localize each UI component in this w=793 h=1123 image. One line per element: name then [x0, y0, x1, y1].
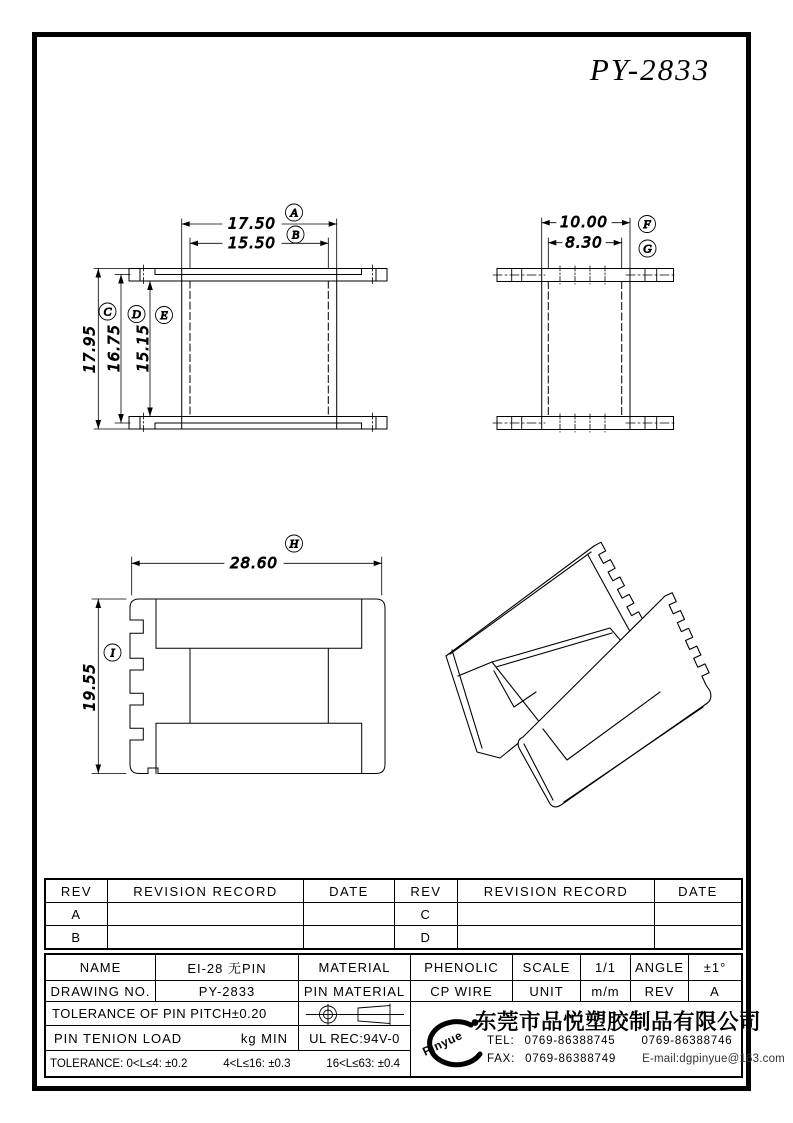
company-tel-line [487, 1035, 732, 1047]
name-label: NAME [46, 955, 156, 981]
dim-e-value: 15.15 [134, 324, 152, 372]
pin-tension-cell [46, 1026, 299, 1051]
drawing-no-label: DRAWING NO. [46, 981, 156, 1002]
dim-a-label: A [290, 205, 298, 220]
pin-tension-label: PIN TENION LOAD [54, 1030, 183, 1046]
dim-e-label: E [160, 308, 168, 322]
rev-b-record [108, 926, 304, 948]
revision-record-header-2: REVISION RECORD [458, 880, 655, 903]
front-view [81, 204, 388, 433]
dim-c-label: C [103, 304, 112, 319]
pin-tension-unit: kg MIN [240, 1030, 288, 1046]
rev-label: REV [631, 981, 689, 1002]
pin-symbol-icon [300, 1002, 410, 1026]
isometric-view [446, 542, 711, 807]
fax-number: 0769-86388749 [525, 1053, 617, 1065]
top-view [81, 535, 386, 774]
scale-label: SCALE [513, 955, 581, 981]
angle-label: ANGLE [631, 955, 689, 981]
tel-number-2: 0769-86388746 [641, 1035, 733, 1047]
tel-label: TEL: [487, 1035, 515, 1047]
name-value: EI-28 无PIN [156, 955, 299, 981]
tel-number-1: 0769-86388745 [524, 1035, 616, 1047]
side-view [493, 213, 677, 432]
dim-d-label: D [132, 307, 141, 321]
tolerance-part-1: TOLERANCE: 0<L≤4: ±0.2 [50, 1057, 188, 1070]
rev-c-cell: C [395, 903, 458, 926]
tolerance-part-3: 16<L≤63: ±0.4 [326, 1057, 400, 1070]
pin-material-value: CP WIRE [411, 981, 513, 1002]
fax-label: FAX: [487, 1053, 516, 1065]
pin-material-label: PIN MATERIAL [299, 981, 411, 1002]
title-block [44, 953, 785, 1078]
dim-h-label: H [289, 536, 299, 551]
material-label: MATERIAL [299, 955, 411, 981]
scale-value: 1/1 [581, 955, 631, 981]
pin-pitch-tolerance: TOLERANCE OF PIN PITCH±0.20 [46, 1002, 299, 1026]
dim-i-label: I [110, 645, 115, 660]
rev-c-date [655, 903, 741, 926]
revision-record-header: REVISION RECORD [108, 880, 304, 903]
dim-g-label: G [643, 241, 652, 256]
rev-a-record [108, 903, 304, 926]
logo-text: Pinyue [420, 1028, 465, 1059]
dim-b-label: B [291, 227, 300, 242]
rev-header-2: REV [395, 880, 458, 903]
dim-c-value: 17.95 [80, 325, 99, 373]
rev-d-cell: D [395, 926, 458, 948]
date-header: DATE [304, 880, 395, 903]
length-tolerance-note [46, 1051, 411, 1076]
rev-d-record [458, 926, 655, 948]
part-number-title: PY-2833 [589, 52, 711, 87]
date-header-2: DATE [655, 880, 741, 903]
email-text: E-mail:dgpinyue@163.com [642, 1053, 785, 1065]
rev-b-date [304, 926, 395, 948]
ul-rec-cell: UL REC:94V-0 [299, 1026, 411, 1051]
dim-f-label: F [643, 217, 651, 231]
pin-symbol-cell [299, 1002, 411, 1026]
dim-f-value: 10.00 [560, 213, 608, 232]
rev-value: A [689, 981, 741, 1002]
dim-a-value: 17.50 [228, 214, 276, 233]
unit-value: m/m [581, 981, 631, 1002]
rev-c-record [458, 903, 655, 926]
dim-h-value: 28.60 [230, 554, 278, 572]
material-value: PHENOLIC [411, 955, 513, 981]
company-fax-line [487, 1053, 785, 1065]
dim-i-value: 19.55 [80, 663, 99, 711]
company-name: 东莞市品悦塑胶制品有限公司 [475, 1010, 762, 1034]
drawing-no-value: PY-2833 [156, 981, 299, 1002]
dim-g-value: 8.30 [565, 233, 603, 252]
rev-d-date [655, 926, 741, 948]
rev-a-cell: A [46, 903, 108, 926]
unit-label: UNIT [513, 981, 581, 1002]
tolerance-part-2: 4<L≤16: ±0.3 [223, 1057, 291, 1070]
revision-table [44, 878, 743, 950]
rev-a-date [304, 903, 395, 926]
rev-b-cell: B [46, 926, 108, 948]
dim-d-value: 16.75 [105, 324, 123, 372]
angle-value: ±1° [689, 955, 741, 981]
dim-b-value: 15.50 [228, 234, 276, 252]
rev-header: REV [46, 880, 108, 903]
company-block [411, 1002, 785, 1076]
